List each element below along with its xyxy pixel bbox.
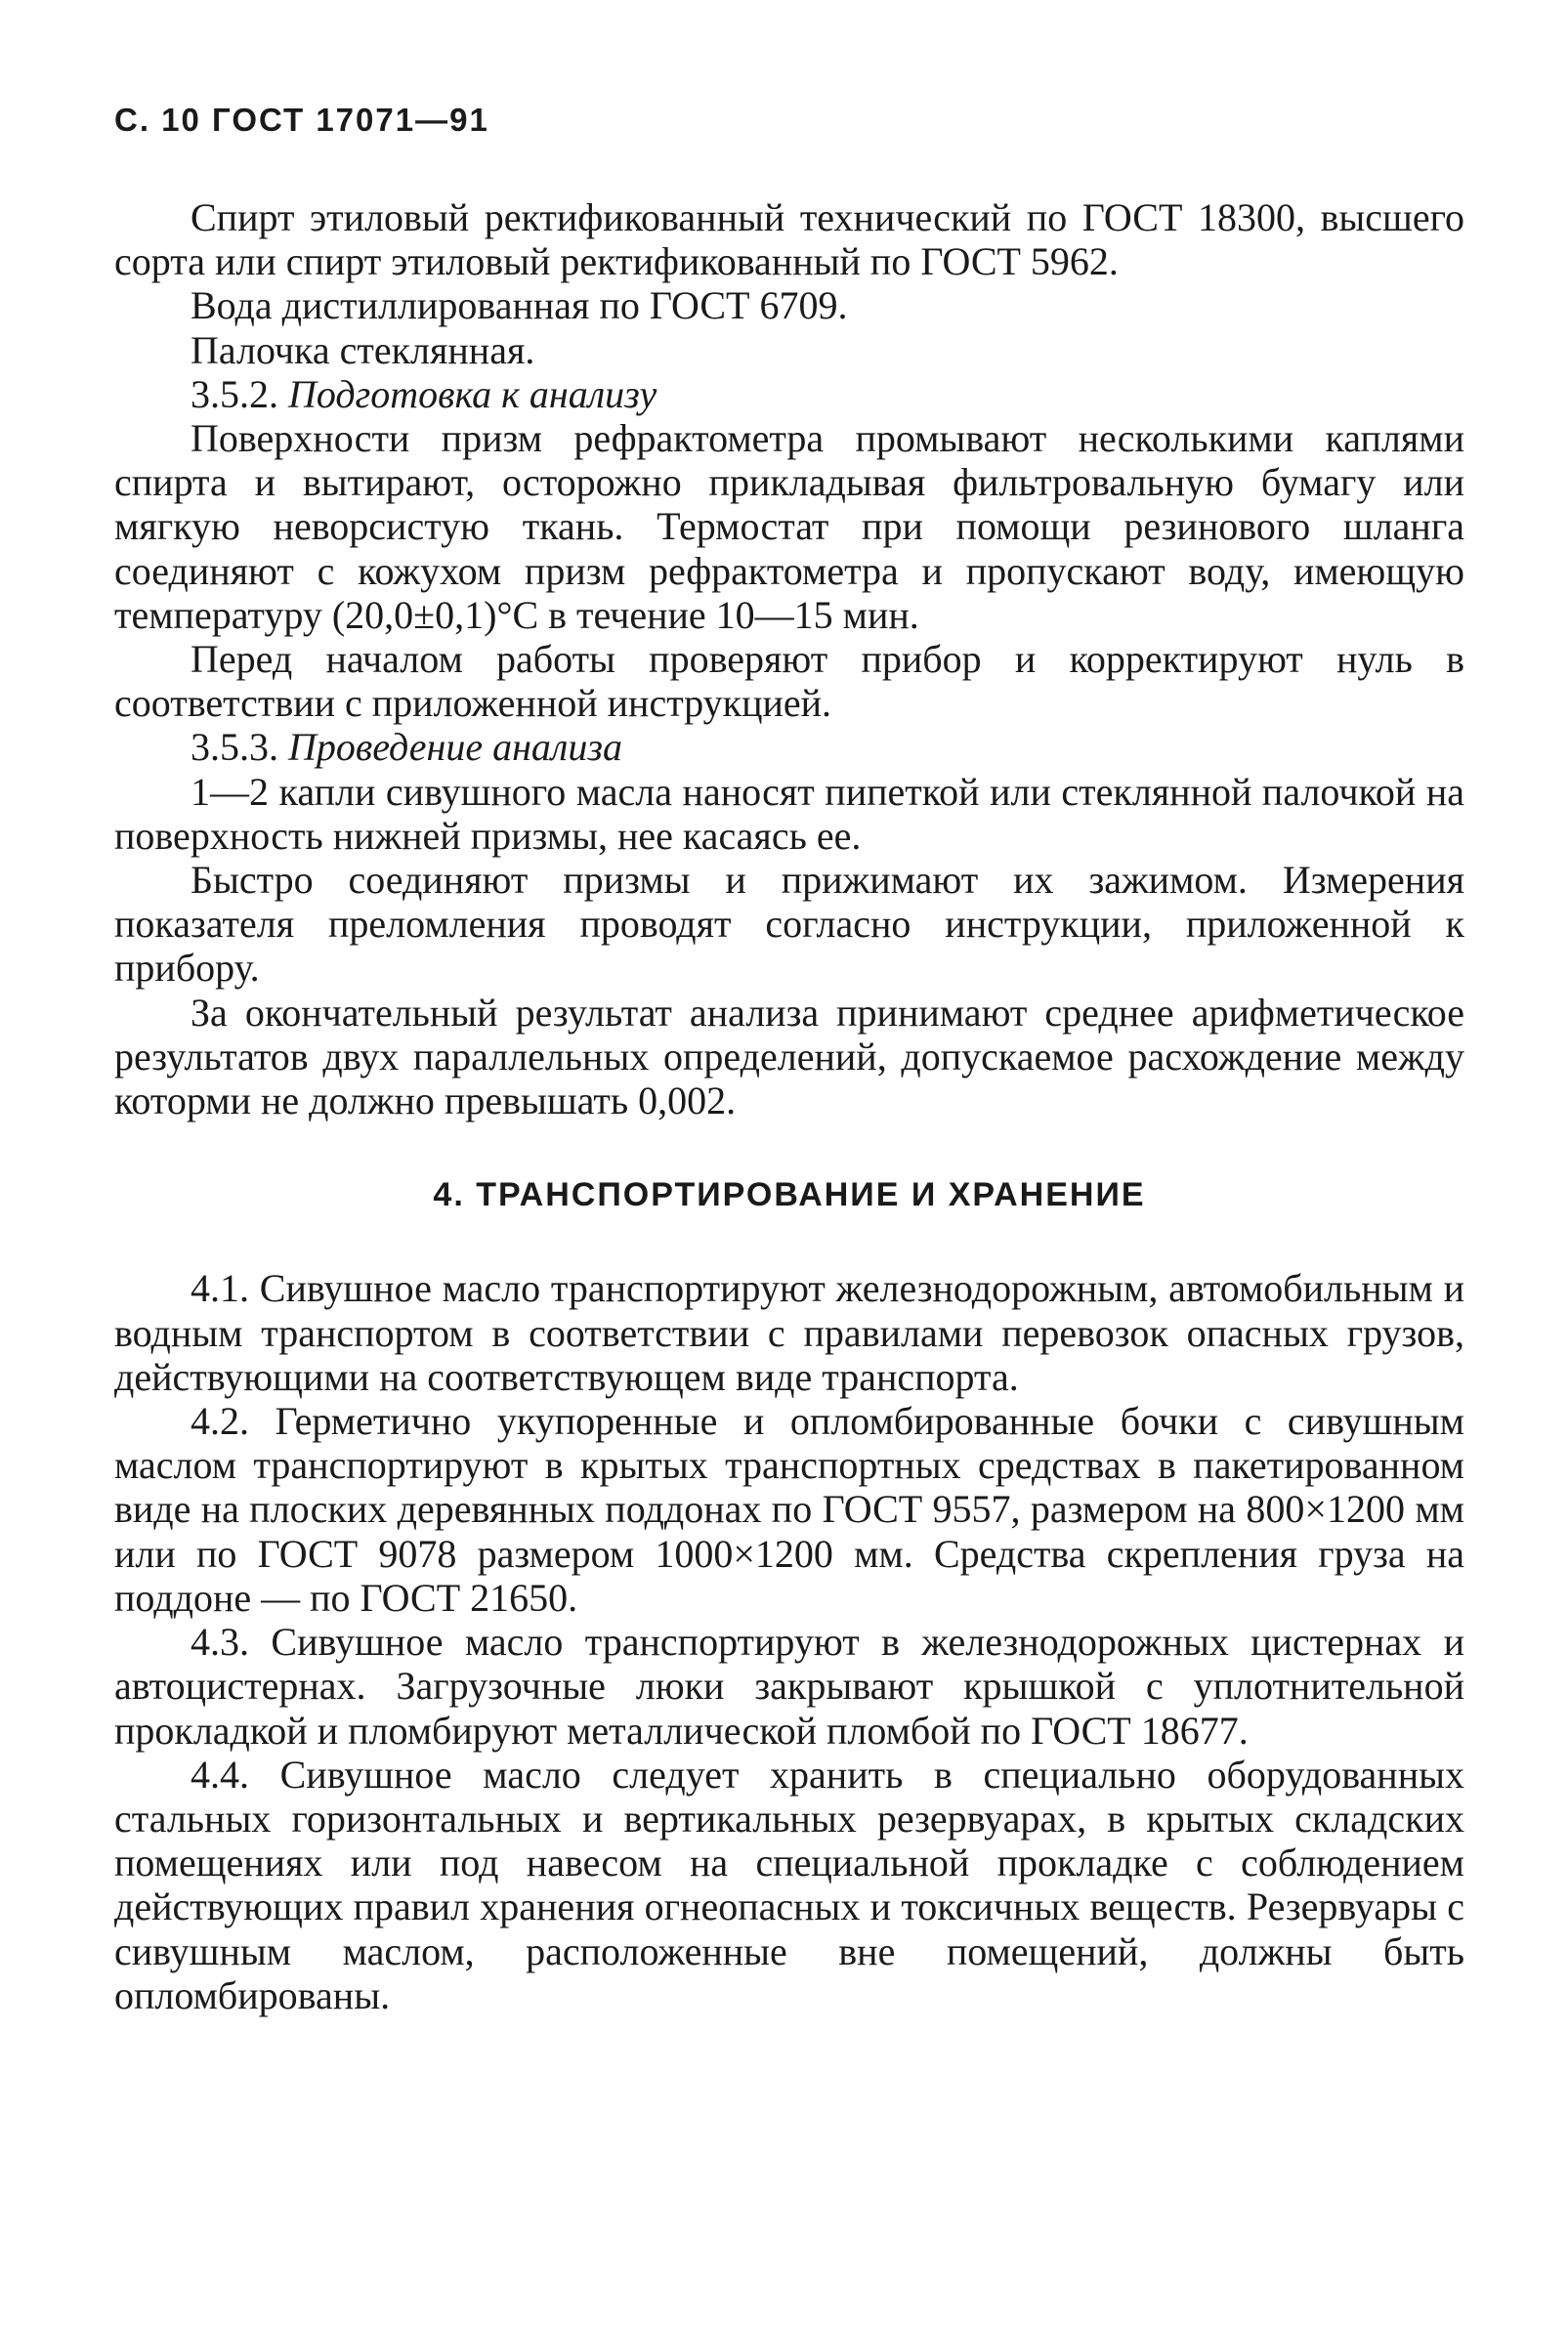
document-body <box>114 195 1464 2017</box>
subsection-title: Проведение анализа <box>288 725 622 770</box>
subsection-heading-352 <box>114 372 1464 416</box>
subsection-number: 3.5.2. <box>191 371 278 416</box>
paragraph-glass-rod: Палочка стеклянная. <box>191 327 535 372</box>
subsection-number: 3.5.3. <box>191 725 278 770</box>
paragraph: Поверхности призм рефрактометра промывают несколькими каплями спирта и вытирают, осторожно прикладывая фильтровальную бумагу или мягкую неворсистую ткань. Термостат при помощи резинового шланга соединяют с кожухом призм рефрактометра и пропускают воду, имеющую температуру (20,0±0,1)°С в течение 10—15 мин. <box>114 416 1464 637</box>
paragraph: За окончательный результат анализа принимают среднее арифметическое результатов двух параллельных определений, допускаемое расхождение между которми не должно превышать 0,002. <box>114 990 1464 1123</box>
paragraph: Быстро соединяют призмы и прижимают их зажимом. Измерения показателя преломления проводят согласно инструкции, приложенной к прибору. <box>114 858 1464 991</box>
subsection-title: Подготовка к анализу <box>288 371 657 416</box>
paragraph: 1—2 капли сивушного масла наносят пипеткой или стеклянной палочкой на поверхность нижней призмы, нее касаясь ее. <box>114 769 1464 858</box>
paragraph-water: Вода дистиллированная по ГОСТ 6709. <box>191 283 848 328</box>
page-header: С. 10 ГОСТ 17071—91 <box>114 102 489 138</box>
paragraph: Перед началом работы проверяют прибор и корректируют нуль в соответствии с приложенной инструкцией. <box>114 637 1464 726</box>
paragraph-4-1: 4.1. Сивушное масло транспортируют железнодорожным, автомобильным и водным транспортом в соответствии с правилами перевозок опасных грузов, действующими на соответствующем виде транспорта. <box>114 1266 1464 1399</box>
paragraph-4-3: 4.3. Сивушное масло транспортируют в железнодорожных цистернах и автоцистернах. Загрузочные люки закрывают крышкой с уплотнительной прокладкой и пломбируют металлической пломбой по ГОСТ 18677. <box>114 1620 1464 1753</box>
paragraph-ethanol: Спирт этиловый ректификованный технический по ГОСТ 18300, высшего сорта или спирт этиловый ректификованный по ГОСТ 5962. <box>114 195 1464 284</box>
paragraph-4-2: 4.2. Герметично укупоренные и опломбированные бочки с сивушным маслом транспортируют в крытых транспортных средствах в пакетированном виде на плоских деревянных поддонах по ГОСТ 9557, размером на 800×1200 мм или по ГОСТ 9078 размером 1000×1200 мм. Средства скрепления груза на поддоне — по ГОСТ 21650. <box>114 1399 1464 1620</box>
section-heading-4: 4. ТРАНСПОРТИРОВАНИЕ И ХРАНЕНИЕ <box>433 1176 1146 1214</box>
paragraph-4-4: 4.4. Сивушное масло следует хранить в специально оборудованных стальных горизонтальных и вертикальных резервуарах, в крытых складских помещениях или под навесом на специальной прокладке с соблюдением действующих правил хранения огнеопасных и токсичных веществ. Резервуары с сивушным маслом, расположенные вне помещений, должны быть опломбированы. <box>114 1752 1464 2017</box>
subsection-heading-353 <box>114 725 1464 769</box>
